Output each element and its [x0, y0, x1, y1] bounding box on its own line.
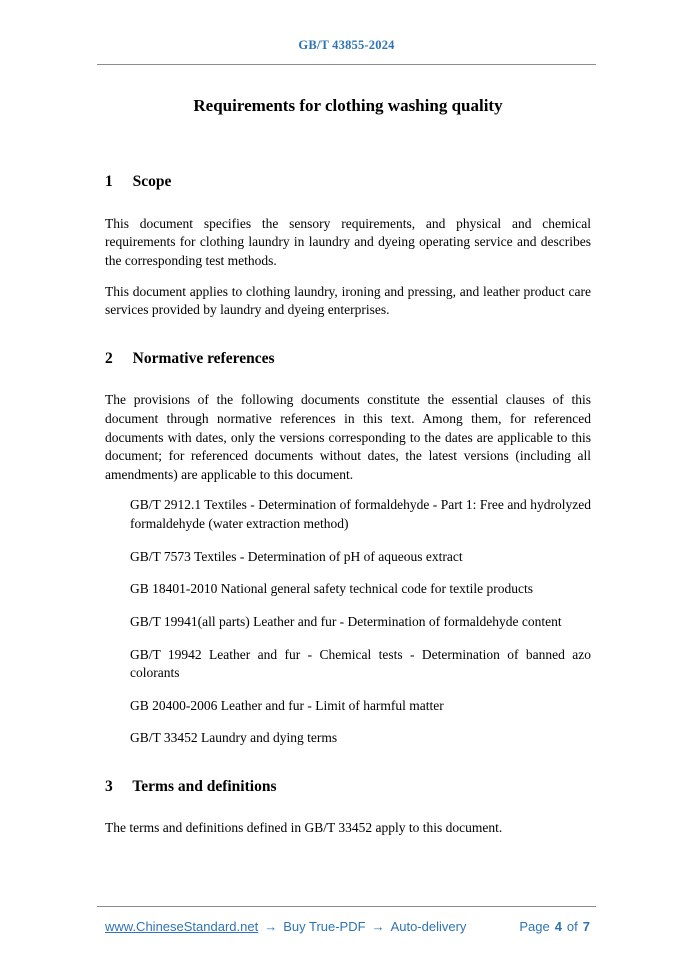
document-title: Requirements for clothing washing quality — [193, 96, 503, 115]
footer-link-line — [105, 919, 466, 934]
scope-paragraph-2: This document applies to clothing laundry, ironing and pressing, and leather product care services provided by laundry and dyeing enterprises. — [105, 283, 591, 318]
footer-buy-text: Buy True-PDF — [283, 919, 366, 934]
reference-item: GB/T 19942 Leather and fur - Chemical tests - Determination of banned azo colorants — [130, 646, 591, 681]
header-divider — [97, 64, 596, 65]
footer-delivery-text: Auto-delivery — [390, 919, 467, 934]
arrow-icon: → — [264, 919, 278, 934]
section-heading-terms-and-definitions — [105, 776, 591, 797]
reference-list — [105, 496, 591, 748]
section-title: Scope — [132, 173, 172, 191]
terms-paragraph: The terms and definitions defined in GB/T 33452 apply to this document. — [105, 820, 503, 836]
reference-item: GB 18401-2010 National general safety technical code for textile products — [130, 581, 533, 597]
page-number: 4 — [554, 919, 562, 934]
of-label: of — [566, 919, 578, 934]
section-number: 3 — [105, 778, 113, 796]
page-footer — [105, 919, 590, 934]
section-title: Terms and definitions — [132, 778, 277, 796]
section-number: 2 — [105, 349, 113, 367]
page-indicator — [519, 919, 590, 934]
normative-references-paragraph: The provisions of the following documents constitute the essential clauses of this document through normative references in this text. Among them, for referenced documents with dates, only the versions corresponding to the dates are applicable to this document; for referenced documents without dates, the latest versions (including all amendments) are applicable to this document. — [105, 392, 591, 482]
standard-number: GB/T 43855-2024 — [298, 38, 395, 52]
document-content — [105, 90, 591, 850]
reference-item: GB/T 7573 Textiles - Determination of pH of aqueous extract — [130, 548, 463, 564]
reference-item: GB/T 33452 Laundry and dying terms — [130, 730, 338, 746]
total-pages: 7 — [582, 919, 590, 934]
page-header — [0, 38, 693, 53]
website-link[interactable]: www.ChineseStandard.net — [105, 919, 259, 934]
reference-item: GB 20400-2006 Leather and fur - Limit of harmful matter — [130, 697, 444, 713]
footer-divider — [97, 906, 596, 907]
page-label: Page — [519, 919, 550, 934]
arrow-icon: → — [371, 919, 385, 934]
scope-paragraph-1: This document specifies the sensory requirements, and physical and chemical requirements for clothing laundry in laundry and dyeing operating service and describes the corresponding test methods. — [105, 215, 591, 269]
section-title: Normative references — [132, 349, 275, 367]
reference-item: GB/T 2912.1 Textiles - Determination of formaldehyde - Part 1: Free and hydrolyzed formaldehyde (water extraction method) — [130, 497, 591, 532]
section-heading-normative-references — [105, 348, 591, 369]
section-number: 1 — [105, 173, 113, 191]
reference-item: GB/T 19941(all parts) Leather and fur - Determination of formaldehyde content — [130, 613, 562, 629]
section-heading-scope — [105, 171, 591, 192]
